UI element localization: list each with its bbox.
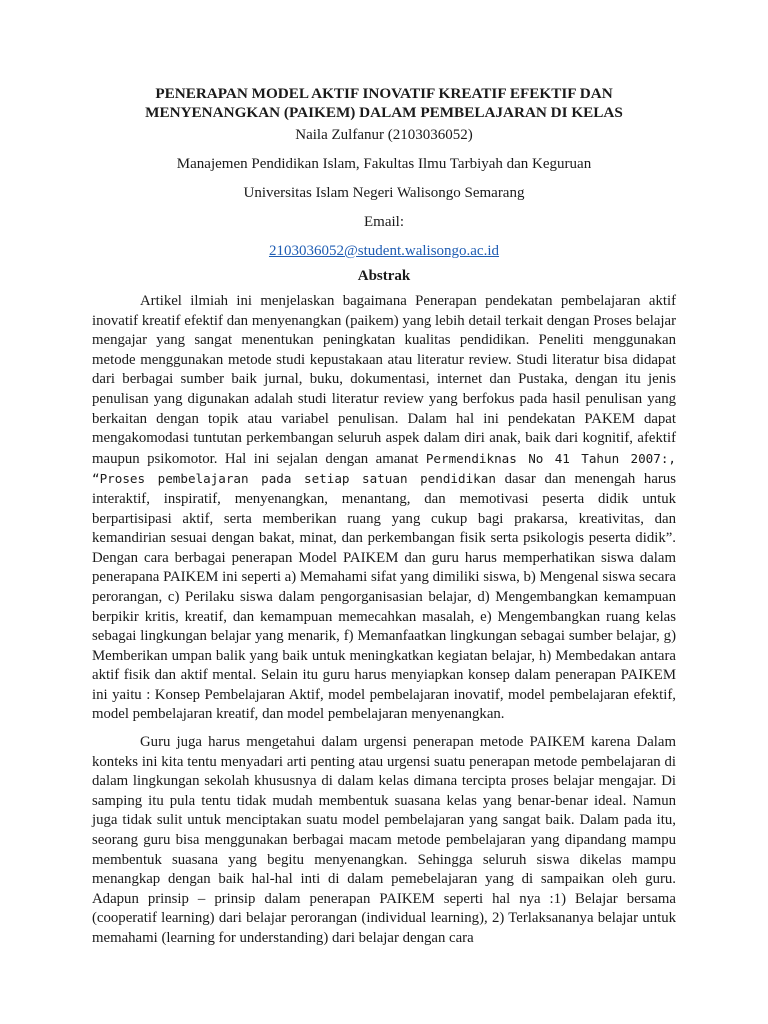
- title-line-1: PENERAPAN MODEL AKTIF INOVATIF KREATIF EFEKTIF DAN: [155, 85, 613, 102]
- email-line: [92, 242, 676, 261]
- author-name: Naila Zulfanur (2103036052): [295, 127, 473, 143]
- email-label: Email:: [364, 214, 404, 230]
- abstract-paragraph-2: Guru juga harus mengetahui dalam urgensi penerapan metode PAIKEM karena Dalam konteks ini kita tentu menyadari arti penting atau urgensi suatu penerapan metode pembelajaran di dalam lingkungan sekolah khususnya di dalam kelas dimana tercipta proses belajar mengajar. Di samping itu pula tentu tidak mudah membentuk suasana kelas yang benar-benar ideal. Namun juga tidak sulit untuk menciptakan suatu model pembelajaran yang sangat baik. Dalam pada itu, seorang guru bisa menggunakan berbagai macam metode pembelajaran yang dipandang mampu membentuk suasana yang begitu menyenangkan. Sehingga seluruh siswa dikelas mampu menangkap dengan baik hal-hal inti di dalam pemebelajaran yang di sampaikan oleh guru. Adapun prinsip – prinsip dalam penerapan PAIKEM seperti hal nya :1) Belajar bersama (cooperatif learning) dari belajar perorangan (individual learning), 2) Terlaksananya belajar untuk memahami (learning for understanding) dari belajar dengan cara: [92, 734, 676, 946]
- para1-regulation-quote: Permendiknas No 41 Tahun 2007:, “Proses pembelajaran pada setiap satuan pendidikan: [92, 450, 677, 487]
- abstract-heading: Abstrak: [357, 268, 411, 284]
- para1-text-a: Artikel ilmiah ini menjelaskan bagaimana Penerapan pendekatan pembelajaran aktif inovatif kreatif efektif dan menyenangkan (paikem) yang lebih detail terkait dengan Proses belajar mengajar yang sangat menentukan peningkatan kualitas pendidikan. Peneliti menggunakan metode menggunakan metode studi kepustakaan atau literatur review. Studi literatur bisa didapat dari berbagai sumber baik jurnal, buku, dokumentasi, internet dan Pustaka, dengan itu jenis penulisan yang digunakan adalah studi literatur review yang berfokus pada hasil penulisan yang berkaitan dengan topik atau variabel penulisan. Dalam hal ini pendekatan PAKEM dapat mengakomodasi tuntutan perkembangan seluruh aspek dalam diri anak, baik dari kognitif, afektif maupun psikomotor. Hal ini sejalan dengan amanat: [92, 293, 676, 467]
- title-line-2: MENYENANGKAN (PAIKEM) DALAM PEMBELAJARAN DI KELAS: [145, 104, 623, 121]
- email-link[interactable]: 2103036052@student.walisongo.ac.id: [268, 243, 500, 259]
- para1-text-b: dasar dan menengah harus interaktif, inspiratif, menyenangkan, menantang, dan memotivasi peserta didik untuk berpartisipasi aktif, serta memberikan ruang yang cukup bagi prakarsa, kreativitas, dan kemandirian sesuai dengan bakat, minat, dan perkembangan fisik serta psikologis peserta didik”. Dengan cara berbagai penerapan Model PAIKEM dan guru harus memperhatikan siswa dalam penerapana PAIKEM ini seperti a) Memahami sifat yang dimiliki siswa, b) Mengenal siswa secara perorangan, c) Perilaku siswa dalam pengorganisasian belajar, d) Mengembangkan kemampuan berpikir kritis, kreatif, dan kemampuan memecahkan masalah, e) Mengembangkan ruang kelas sebagai lingkungan belajar yang menarik, f) Memanfaatkan lingkungan sebagai sumber belajar, g) Memberikan umpan balik yang baik untuk meningkatkan kegiatan belajar, h) Membedakan antara aktif fisik dan aktif mental. Selain itu guru harus menyiapkan konsep dalam penerapan PAIKEM ini yaitu : Konsep Pembelajaran Aktif, model pembelajaran inovatif, model pembelajaran efektif, model pembelajaran kreatif, dan model pembelajaran menyenangkan.: [92, 471, 676, 723]
- abstract-paragraph-1: [92, 292, 676, 725]
- department: Manajemen Pendidikan Islam, Fakultas Ilmu Tarbiyah dan Keguruan: [176, 156, 592, 172]
- university: Universitas Islam Negeri Walisongo Semarang: [243, 185, 525, 201]
